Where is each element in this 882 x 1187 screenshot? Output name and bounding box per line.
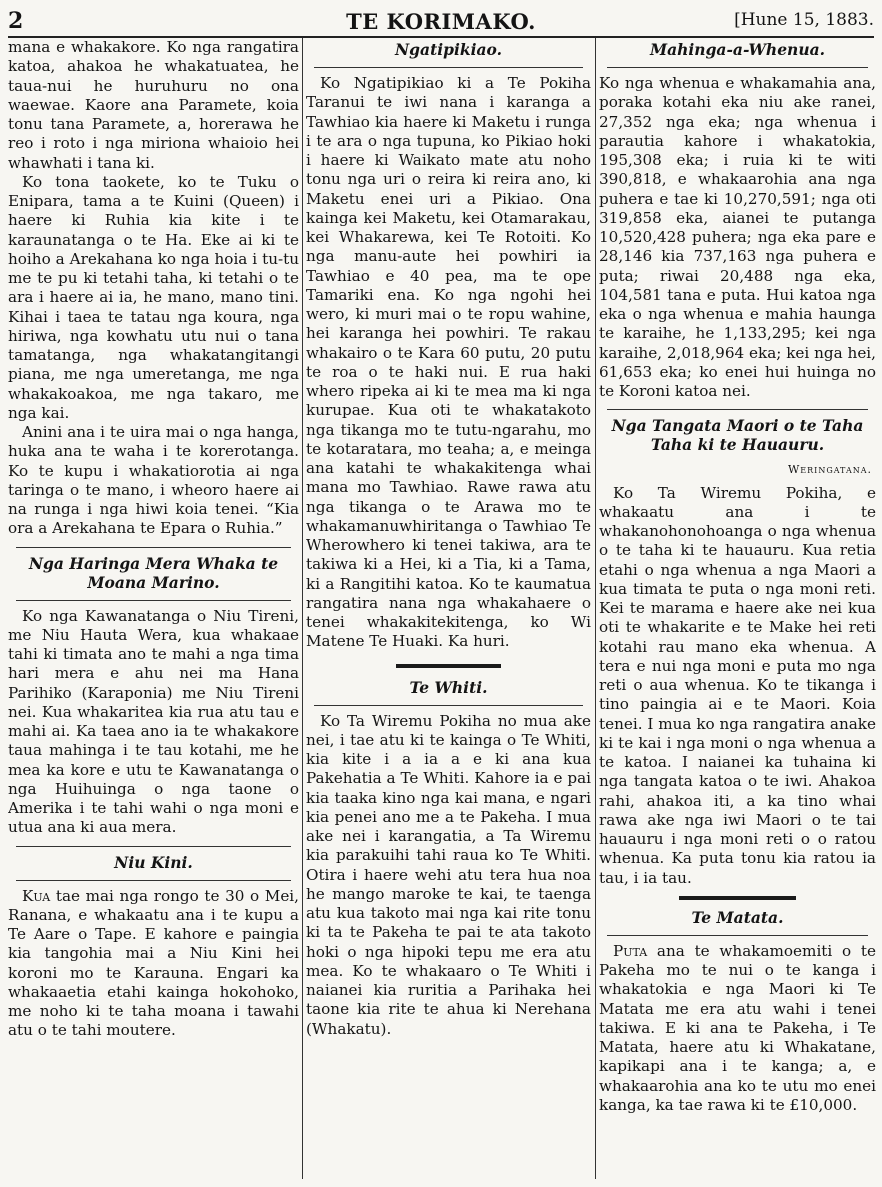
article-paragraph: Ko Ngatipikiao ki a Te Pokiha Taranui te iwi nana i karanga a Tawhiao kia haere ki Maketu i runga i te ara o nga tupuna, ko Pikiao hoki i haere ki Waikato mate atu noho tonu nga uri o reira ki reira ano, ki Maketu enei uri a Pikiao. Ona kainga kei Maketu, kei Otamarakau, kei Whakarewa, kei Te Rotoiti. Ko nga manu-aute hei powhiri ia Tawhiao e 40 pea, ma te ope Tamariki ena. Ko nga ngohi hei wero, ki muri mai o te ropu wahine, hei karanga hei powhiri. Te rakau whakairo o te Kara 60 putu, 20 putu te roa o te haki nui. E rua haki whero ripeka ai ki te mea ma ki nga kurupae. Kua oti te whakatakoto nga tikanga mo te tutu-ngarahu, mo te kotaratara, mo teaha; a, e meinga ana katahi te whakakitenga whai mana mo Tawhiao. Rawe rawa atu nga tikanga o te Arawa mo te whakamanuwhiritanga o Tawhiao Te Wherowhero ki tenei takiwa, ara te takiwa ki a Hei, ki a Tia, ki a Tama, ki a Rangitihi katoa. Ko te kaumatua rangatira nana nga whakahaere o tenei whakakitekitenga, ko Wi Matene Te Huaki. Ka huri. xyxy=(306,74,591,651)
section-divider xyxy=(16,600,291,601)
article-paragraph: Anini ana i te uira mai o nga hanga, huka ana te waha i te korerotanga. Ko te kupu i whakatiorotia ai nga taringa o te mano, i wheoro haere ai na runga i nga hiwi koia tenei. “Kia ora a Arekahana te Epara o Ruhia.” xyxy=(8,423,299,538)
drop-lead-word: Puta xyxy=(613,941,648,960)
article-paragraph: Ko Ta Wiremu Pokiha no mua ake nei, i tae atu ki te kainga o Te Whiti, kia kite i a ia a e ki ana kua Pakehatia a Te Whiti. Kahore ia e pai kia taaka kino nga kai mana, e ngari kia penei ano me a te Pakeha. I mua ake nei i karangatia, a Ta Wiremu kia parakuihi tahi raua ko Te Whiti. Otira i haere wehi atu tera hua noa he mango maroke te kai, te taenga atu kua takoto mai nga kai rite tonu ki ta te Pakeha te pai te ata takoto hoki o nga hipoki tepu me era atu mea. Ko te whakaaro o Te Whiti i naianei kia ruritia a Parihaka hei taone kia rite te ahua ki Nerehana (Whakatu). xyxy=(306,711,591,1038)
column-2 xyxy=(306,38,591,1183)
article-end-rule xyxy=(396,664,501,668)
section-divider xyxy=(16,880,291,881)
page-number: 2 xyxy=(8,8,24,34)
newspaper-title: TE KORIMAKO. xyxy=(346,9,536,34)
article-paragraph: Ko nga Kawanatanga o Niu Tireni, me Niu Hauta Wera, kua whakaae tahi ki timata ano te mahi a nga tima hari mera e ahu nei ma Hana Parihiko (Karaponia) me Niu Tireni nei. Kua whakaritea kia rua atu tau e mahi ai. Ka taea ano ia te whakakore taua mahinga i te tau kotahi, me he mea ka kore e utu te Kawanatanga o nga Huihuinga o nga taone o Amerika i te tahi wahi o nga moni e utua ana ki aua mera. xyxy=(8,606,299,837)
section-divider xyxy=(16,846,291,847)
article-paragraph: Ko Ta Wiremu Pokiha, e whakaatu ana i te whakanohonohoanga o nga whenua o te taha ki te hauauru. Kua retia etahi o nga whenua a nga Maori a kua timata te puta o nga moni reti. Kei te marama e haere ake nei kua oti te whakarite e te Make hei reti kotahi rau mano eka whenua. A tera e nui nga moni e puta mo nga reti o aua whenua. Ko te tikanga i tino paingia ai e te Maori. Koia tenei. I mua ko nga rangatira anake ki te kai i nga moni o nga whenua a te katoa. I naianei ka tuhaina ki nga tangata katoa o te iwi. Ahakoa rahi, ahakoa iti, a ka tino whai rawa ake nga iwi Maori o te tai hauauru i nga moni reti o o ratou whenua. Ka puta tonu kia ratou ia tau, i ia tau. xyxy=(599,483,876,887)
drop-lead-word: Kua xyxy=(22,886,51,905)
heading-agriculture: Mahinga-a-Whenua. xyxy=(649,40,826,59)
section-divider xyxy=(607,67,868,68)
heading-te-whiti: Te Whiti. xyxy=(409,677,488,697)
section-divider xyxy=(607,935,868,936)
paragraph-text: ana te whakamoemiti o te Pakeha mo te nui o te kanga i whakatokia e nga Maori ki Te Matata me era atu wahi i tenei takiwa. E ki ana te Pakeha, i Te Matata, haere atu ki Whakatane, kapikapi ana i te kanga; a, e whakaarohia ana ko te utu mo enei kanga, ka tae rawa ki te £10,000. xyxy=(599,941,876,1114)
section-divider xyxy=(16,547,291,548)
column-rule-1 xyxy=(302,38,303,1179)
section-divider xyxy=(314,67,583,68)
column-3 xyxy=(599,38,876,1183)
issue-date: [Hune 15, 1883. xyxy=(734,10,874,30)
heading-new-guinea: Niu Kini. xyxy=(114,852,193,872)
article-paragraph: Ko tona taokete, ko te Tuku o Enipara, tama a te Kuini (Queen) i haere ki Ruhia kia kite i te karaunatanga o te Ha. Eke ai ki te hoiho a Arekahana ko nga hoia i tu-tu me te pu ki tetahi taha, ki tetahi o te ara i haere ai ia, he mano, mano tini. Kihai i taea te tatau nga koura, nga hiriwa, nga kowhatu utu nui o tana tamatanga, nga whakatangitangi piana, me nga umeretanga, me nga whakakoakoa, me nga takaro, me nga kai. xyxy=(8,172,299,422)
article-paragraph xyxy=(599,942,876,1115)
article-continuation-paragraph: mana e whakakore. Ko nga rangatira katoa, ahakoa he whakatuatea, he taua-nui he huruhuru no ona waewae. Kaore ana Paramete, koia tonu tana Paramete, a, horerawa he reo i roto i nga miriona whaioio hei whawhati i tana ki. xyxy=(8,38,299,172)
article-paragraph: Ko nga whenua e whakamahia ana, poraka kotahi eka niu ake ranei, 27,352 nga eka; nga whenua i parautia kahore i whakatokia, 195,308 eka; i ruia ki te witi 390,818, e whakaarohia ana nga puhera e tae ki 10,270,591; nga oti 319,858 eka, aianei te putanga 10,520,428 puhera; nga eka pare e 28,146 kia 737,163 nga puhera e puta; riwai 20,488 nga eka, 104,581 tana e puta. Hui katoa nga eka o nga whenua e mahia haunga te karaihe, he 1,133,295; kei nga karaihe, 2,018,964 eka; kei nga hei, 61,653 eka; ko enei hui huinga no te Koroni katoa nei. xyxy=(599,74,876,400)
section-divider xyxy=(607,409,868,410)
column-rule-2 xyxy=(595,38,596,1179)
column-1 xyxy=(8,38,299,1183)
masthead xyxy=(8,6,874,38)
paragraph-text: tae mai nga rongo te 30 o Mei, Ranana, e whakaatu ana i te kupu a Te Aare o Tape. E kahore e paingia kia tangohia mai a Niu Kini hei koroni mo te Karauna. Engari ka whakaaetia etahi kainga hokohoko, me noho ki te taha moana i tawahi atu o te tahi moutere. xyxy=(8,886,299,1040)
article-end-rule xyxy=(679,896,796,900)
dateline: Weringatana. xyxy=(787,463,872,477)
section-divider xyxy=(314,705,583,706)
heading-te-matata: Te Matata. xyxy=(691,907,784,927)
heading-mail-service: Nga Haringa Mera Whaka te Moana Marino. xyxy=(28,553,279,592)
heading-west-coast-maori: Nga Tangata Maori o te Taha Taha ki te Hauauru. xyxy=(611,416,864,455)
article-paragraph xyxy=(8,887,299,1041)
heading-ngatipikiao: Ngatipikiao. xyxy=(395,40,502,59)
